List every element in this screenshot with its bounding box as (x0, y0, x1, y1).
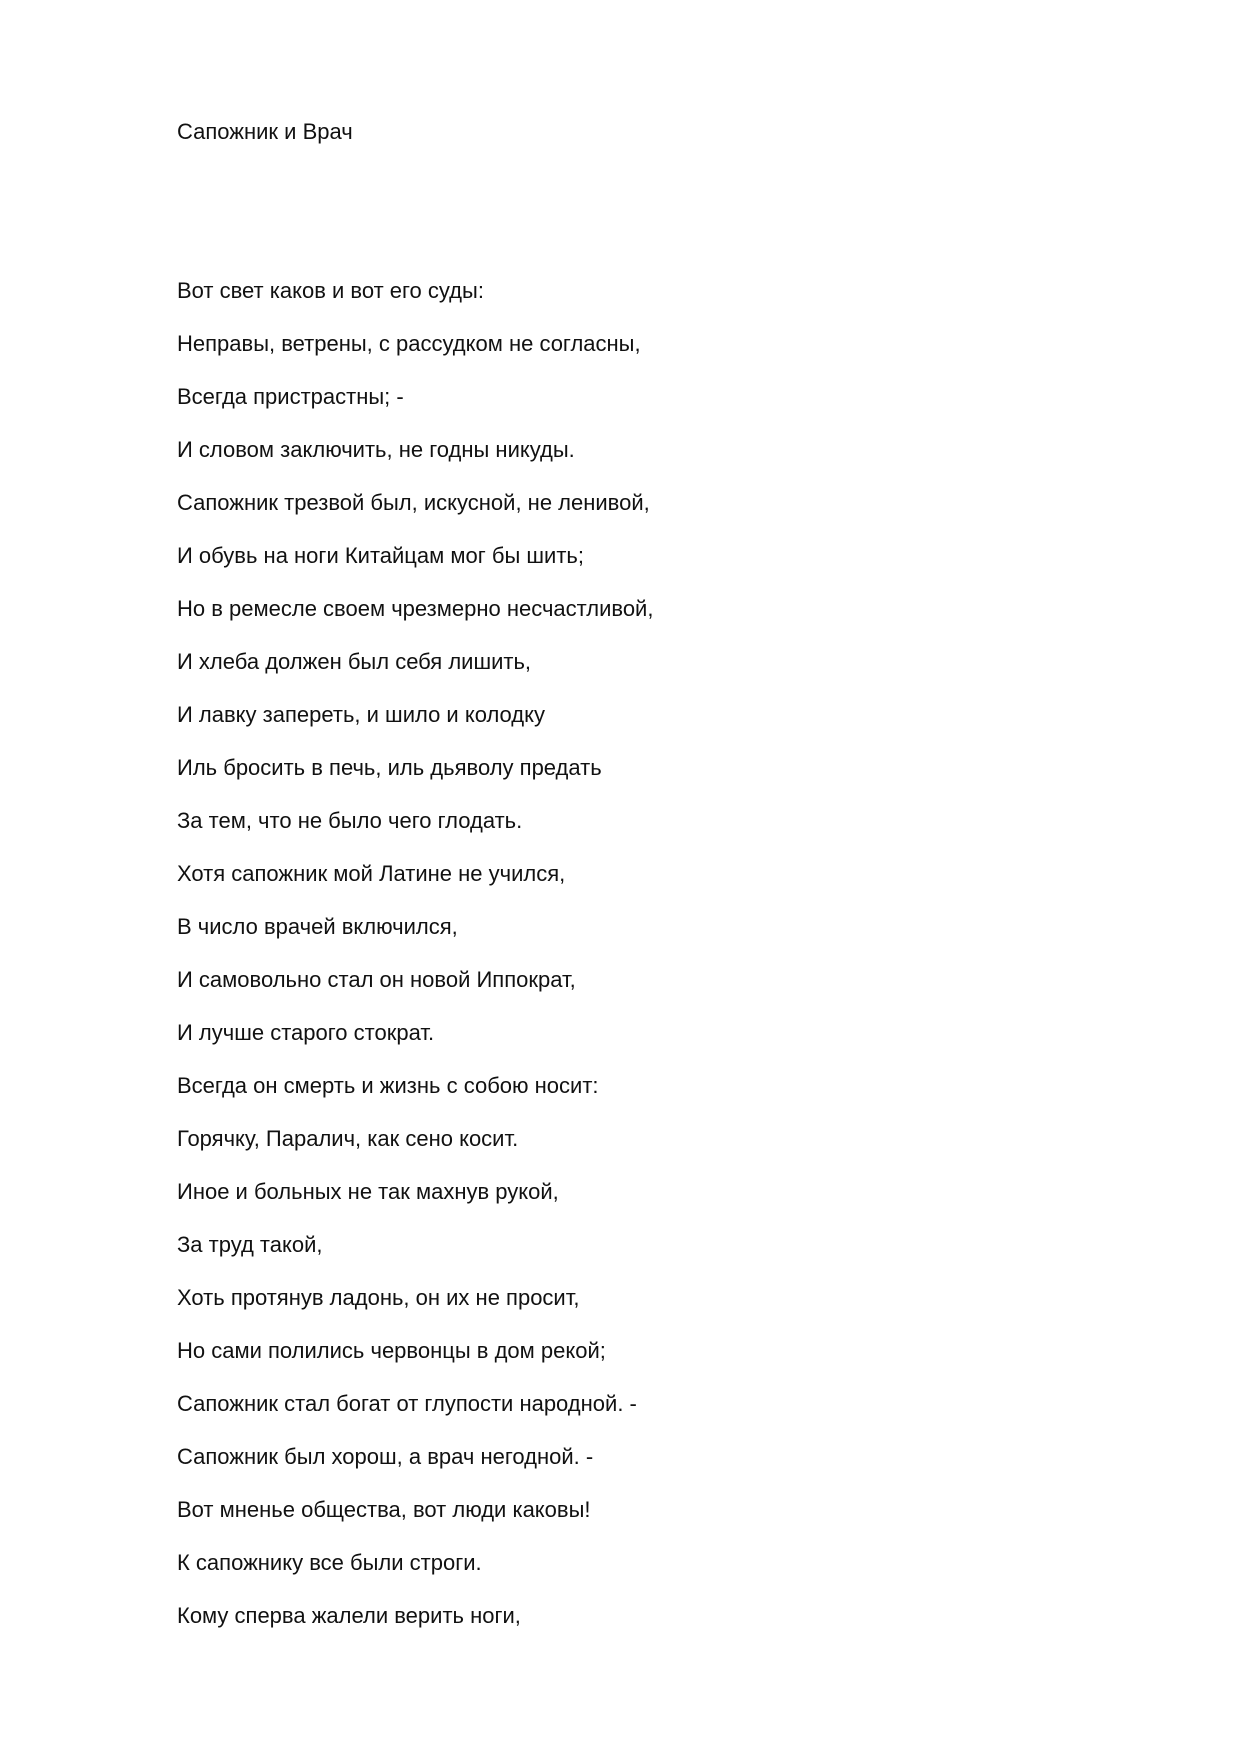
poem-line: Сапожник стал богат от глупости народной. - (177, 1391, 637, 1416)
poem-line: Но сами полились червонцы в дом рекой; (177, 1338, 606, 1363)
poem-line: Хотя сапожник мой Латине не учился, (177, 861, 566, 886)
poem-line: Иное и больных не так махнув рукой, (177, 1179, 559, 1204)
poem-line: Иль бросить в печь, иль дьяволу предать (177, 755, 602, 780)
poem-line: И обувь на ноги Китайцам мог бы шить; (177, 543, 584, 568)
poem-line: И самовольно стал он новой Иппократ, (177, 967, 576, 992)
poem-line: И хлеба должен был себя лишить, (177, 649, 532, 674)
poem-line: За труд такой, (177, 1232, 323, 1257)
poem-line: Неправы, ветрены, с рассудком не согласны, (177, 331, 641, 356)
poem-line: К сапожнику все были строги. (177, 1550, 482, 1575)
poem-line: И словом заключить, не годны никуды. (177, 437, 575, 462)
poem-line: Сапожник трезвой был, искусной, не ленивой, (177, 490, 650, 515)
poem-title: Сапожник и Врач (177, 119, 353, 144)
poem-line: Но в ремесле своем чрезмерно несчастливой, (177, 596, 654, 621)
poem-line: Сапожник был хорош, а врач негодной. - (177, 1444, 594, 1469)
poem-line: Кому сперва жалели верить ноги, (177, 1603, 521, 1628)
poem-line: Хоть протянув ладонь, он их не просит, (177, 1285, 580, 1310)
poem-line: Вот мненье общества, вот люди каковы! (177, 1497, 591, 1522)
poem-line: За тем, что не было чего глодать. (177, 808, 523, 833)
poem-line: Вот свет каков и вот его суды: (177, 278, 484, 303)
poem-line: И лавку запереть, и шило и колодку (177, 702, 545, 727)
poem-line: И лучше старого стократ. (177, 1020, 435, 1045)
poem-line: В число врачей включился, (177, 914, 458, 939)
poem-line: Всегда он смерть и жизнь с собою носит: (177, 1073, 599, 1098)
poem-line: Всегда пристрастны; - (177, 384, 404, 409)
poem-line: Горячку, Паралич, как сено косит. (177, 1126, 519, 1151)
poem-body (177, 276, 653, 1654)
